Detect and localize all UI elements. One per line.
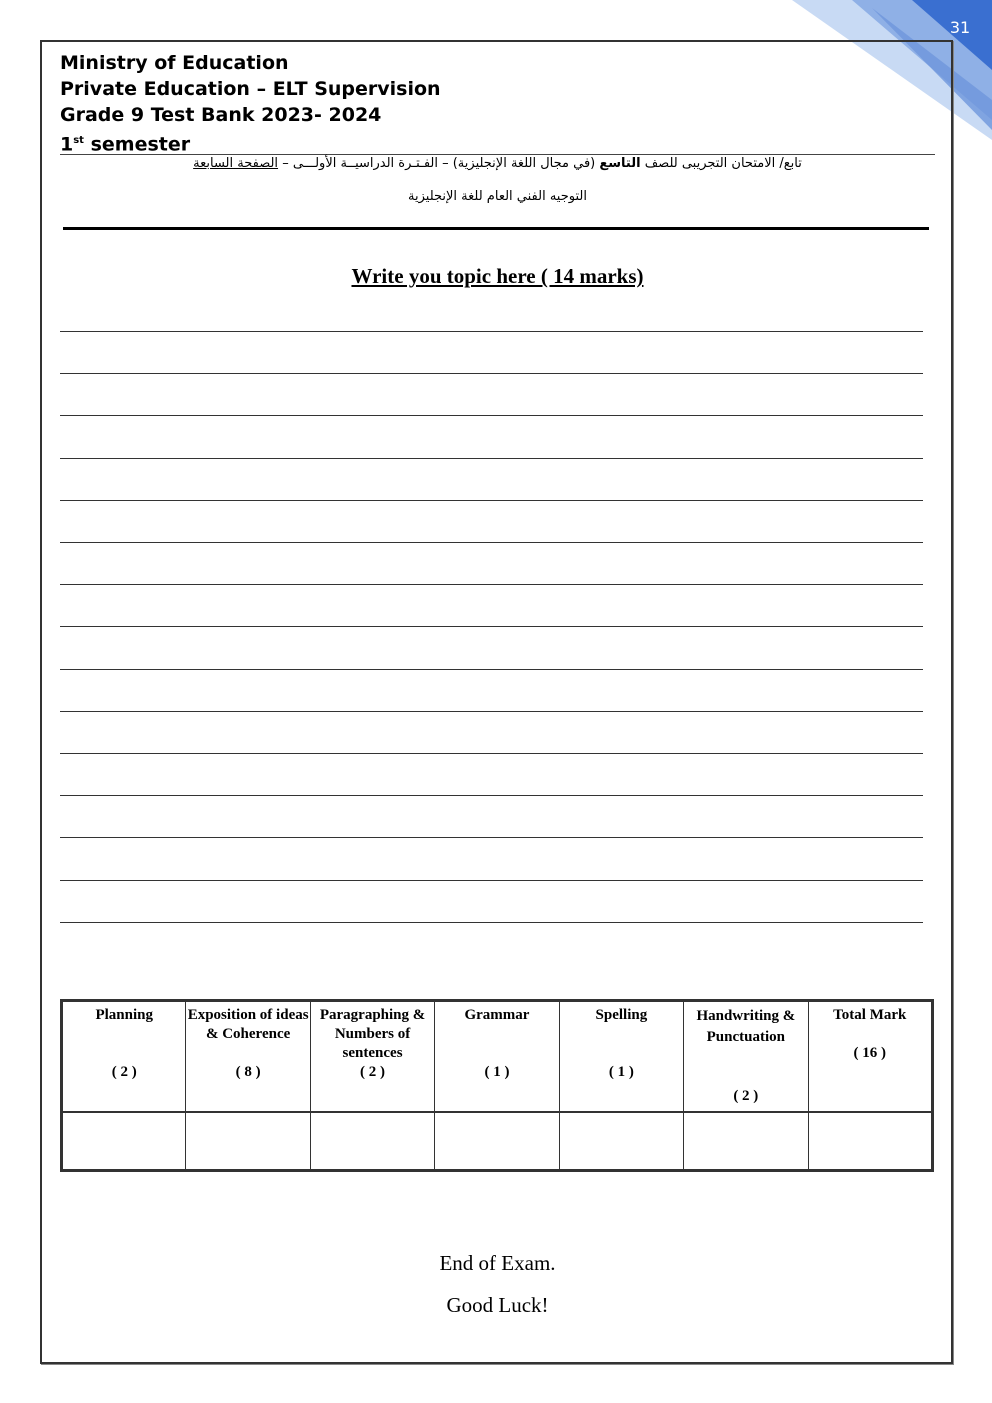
header-test-bank: Grade 9 Test Bank 2023- 2024 — [60, 104, 382, 126]
writing-line[interactable] — [60, 837, 923, 838]
rubric-exposition: Exposition of ideas & Coherence ( 8 ) — [186, 1001, 310, 1113]
rubric-header-row — [62, 1001, 933, 1113]
writing-line[interactable] — [60, 458, 923, 459]
header-supervision: Private Education – ELT Supervision — [60, 78, 441, 100]
rubric-grammar: Grammar ( 1 ) — [435, 1001, 559, 1113]
header-ministry: Ministry of Education — [60, 52, 289, 74]
writing-line[interactable] — [60, 373, 923, 374]
good-luck: Good Luck! — [446, 1293, 549, 1317]
writing-line[interactable] — [60, 880, 923, 881]
topic-title: Write you topic here ( 14 marks) — [351, 264, 644, 288]
writing-line[interactable] — [60, 711, 923, 712]
rubric-paragraphing: Paragraphing & Numbers of sentences ( 2 ) — [310, 1001, 434, 1113]
score-cell-paragraphing[interactable] — [310, 1112, 434, 1171]
writing-line[interactable] — [60, 584, 923, 585]
writing-line[interactable] — [60, 331, 923, 332]
rubric-score-row — [62, 1112, 933, 1171]
header-semester: 1st semester — [60, 133, 191, 156]
writing-line[interactable] — [60, 795, 923, 796]
page-number: 31 — [949, 18, 971, 37]
writing-line[interactable] — [60, 500, 923, 501]
end-of-exam: End of Exam. — [439, 1251, 556, 1275]
arabic-exam-line: تابع/ الامتحان التجريبى للصف التاسع (في مجال اللغة الإنجليزية) – الفـتـرة الدراسيــة الأولـــى – الصفحة السابعة — [193, 156, 802, 171]
score-cell-spelling[interactable] — [559, 1112, 683, 1171]
rubric-total: Total Mark ( 16 ) — [808, 1001, 932, 1113]
writing-line[interactable] — [60, 626, 923, 627]
rubric-planning: Planning ( 2 ) — [62, 1001, 186, 1113]
writing-line[interactable] — [60, 669, 923, 670]
rubric-spelling: Spelling ( 1 ) — [559, 1001, 683, 1113]
writing-line[interactable] — [60, 922, 923, 923]
score-cell-grammar[interactable] — [435, 1112, 559, 1171]
section-divider — [63, 227, 929, 230]
arabic-supervision-line: التوجيه الفني العام للغة الإنجليزية — [408, 189, 587, 204]
score-cell-handwriting[interactable] — [684, 1112, 808, 1171]
score-cell-total[interactable] — [808, 1112, 932, 1171]
header-rule — [60, 154, 935, 155]
writing-line[interactable] — [60, 542, 923, 543]
writing-line[interactable] — [60, 415, 923, 416]
document-header — [60, 50, 441, 157]
rubric-handwriting: Handwriting & Punctuation ( 2 ) — [684, 1001, 808, 1113]
score-cell-planning[interactable] — [62, 1112, 186, 1171]
writing-line[interactable] — [60, 753, 923, 754]
score-cell-exposition[interactable] — [186, 1112, 310, 1171]
rubric-table — [60, 999, 934, 1172]
